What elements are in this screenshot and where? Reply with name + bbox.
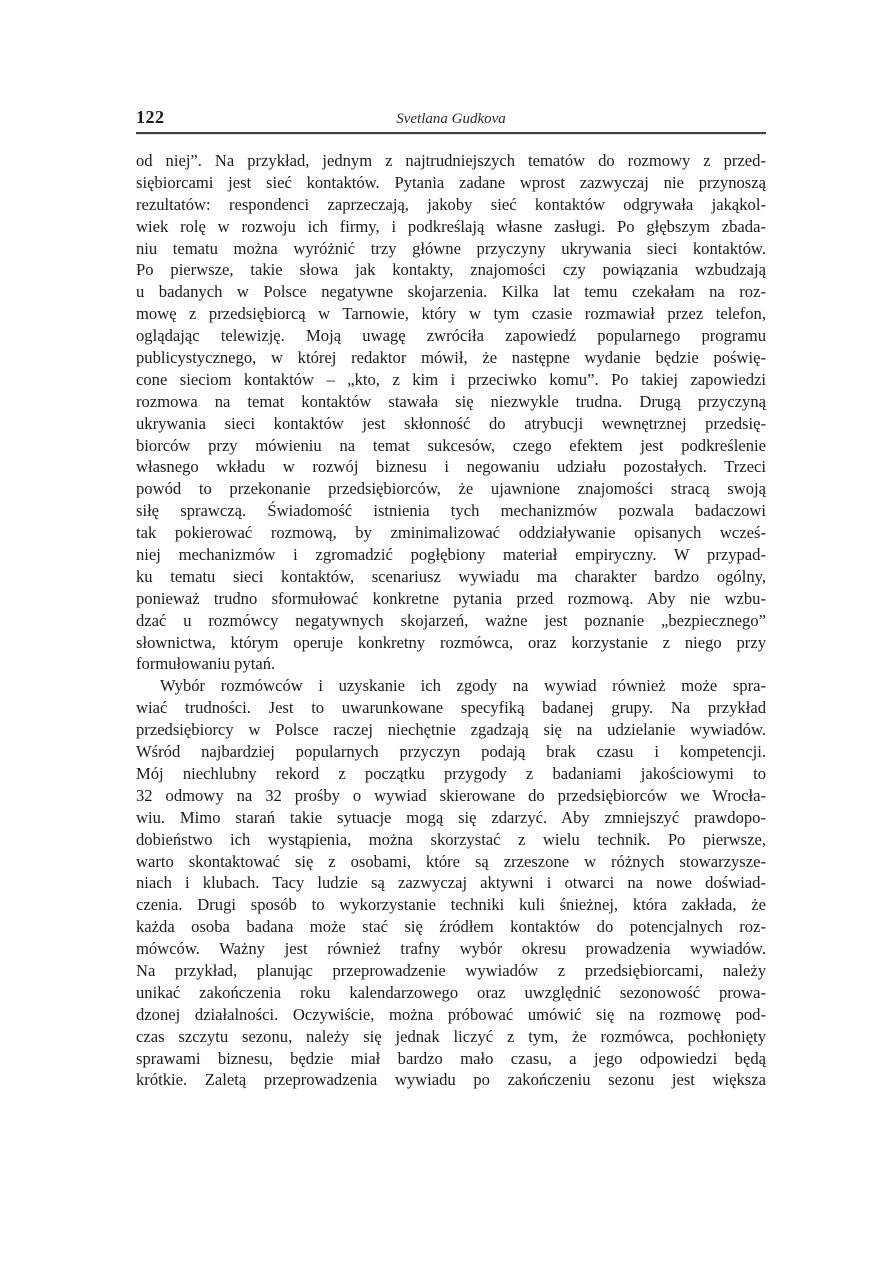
text-line: warto skontaktować się z osobami, które są zrzeszone w różnych stowarzysze- (136, 851, 766, 871)
text-line: formułowaniu pytań. (136, 654, 276, 674)
text-line: każda osoba badana może stać się źródłem kontaktów do potencjalnych roz- (136, 917, 766, 937)
text-block (136, 106, 766, 1091)
paragraph (136, 675, 766, 1091)
text-line: siłę sprawczą. Świadomość istnienia tych mechanizmów pozwala badaczowi (136, 501, 766, 521)
paragraph (136, 150, 766, 675)
text-line: u badanych w Polsce negatywne skojarzenia. Kilka lat temu czekałam na roz- (136, 282, 766, 302)
text-line: publicystycznego, w której redaktor mówił, że następne wydanie będzie poświę- (136, 348, 766, 368)
text-line: unikać zakończenia roku kalendarzowego oraz uwzględnić sezonowość prowa- (136, 982, 766, 1002)
text-line: Mój niechlubny rekord z początku przygody z badaniami jakościowymi to (136, 763, 766, 783)
text-line: oglądając telewizję. Moją uwagę zwróciła zapowiedź popularnego programu (136, 326, 766, 346)
text-line: ponieważ trudno sformułować konkretne pytania przed rozmową. Aby nie wzbu- (136, 588, 766, 608)
text-line: niach i klubach. Tacy ludzie są zazwyczaj aktywni i otwarci na nowe doświad- (136, 873, 766, 893)
text-line: powód to przekonanie przedsiębiorców, że ujawnione znajomości stracą swoją (136, 479, 766, 499)
text-line: słownictwa, którym operuje konkretny rozmówca, oraz korzystanie z niego przy (136, 632, 766, 652)
running-header (136, 106, 766, 134)
text-line: krótkie. Zaletą przeprowadzenia wywiadu po zakończeniu sezonu jest większa (136, 1070, 766, 1090)
text-line: rozmowa na temat kontaktów stawała się niezwykle trudna. Drugą przyczyną (136, 391, 766, 411)
text-line: wiek rolę w rozwoju ich firmy, i podkreślają własne zasługi. Po głębszym zbada- (136, 216, 766, 236)
text-line: mowę z przedsiębiorcą w Tarnowie, który w tym czasie rozmawiał przez telefon, (136, 304, 766, 324)
text-line: rezultatów: respondenci zaprzeczają, jakoby sieć kontaktów odgrywała jakąkol- (136, 194, 766, 214)
page-body (136, 150, 766, 1091)
text-line: siębiorcami jest sieć kontaktów. Pytania zadane wprost zazwyczaj nie przynoszą (136, 172, 766, 192)
text-line: ku tematu sieci kontaktów, scenariusz wywiadu ma charakter bardzo ogólny, (136, 566, 766, 586)
text-line: sprawami biznesu, będzie miał bardzo mało czasu, a jego odpowiedzi będą (136, 1048, 766, 1068)
text-line: czenia. Drugi sposób to wykorzystanie techniki kuli śnieżnej, która zakłada, że (136, 895, 766, 915)
text-line: Na przykład, planując przeprowadzenie wywiadów z przedsiębiorcami, należy (136, 960, 766, 980)
text-line: niej mechanizmów i zgromadzić pogłębiony materiał empiryczny. W przypad- (136, 545, 766, 565)
text-line: Po pierwsze, takie słowa jak kontakty, znajomości czy powiązania wzbudzają (136, 260, 766, 280)
text-line: czas szczytu sezonu, należy się jednak liczyć z tym, że rozmówca, pochłonięty (136, 1026, 766, 1046)
page-number: 122 (136, 107, 165, 127)
running-title: Svetlana Gudkova (396, 111, 506, 127)
text-line: przedsiębiorcy w Polsce raczej niechętnie zgadzają się na udzielanie wywiadów. (136, 720, 766, 740)
text-line: mówców. Ważny jest również trafny wybór okresu prowadzenia wywiadów. (136, 939, 766, 959)
text-line: Wśród najbardziej popularnych przyczyn podają brak czasu i kompetencji. (136, 742, 766, 762)
text-line: biorców przy mówieniu na temat sukcesów, czego efektem jest podkreślenie (136, 435, 766, 455)
text-line: dobieństwo ich wystąpienia, można skorzystać z wielu technik. Po pierwsze, (136, 829, 766, 849)
text-line: dzonej działalności. Oczywiście, można próbować umówić się na rozmowę pod- (136, 1004, 766, 1024)
text-line: Wybór rozmówców i uzyskanie ich zgody na wywiad również może spra- (160, 676, 766, 696)
text-line: cone sieciom kontaktów – „kto, z kim i przeciwko komu”. Po takiej zapowiedzi (136, 369, 766, 389)
text-line: od niej”. Na przykład, jednym z najtrudniejszych tematów do rozmowy z przed- (136, 151, 766, 170)
text-line: własnego wkładu w rozwój biznesu i negowaniu udziału pozostałych. Trzeci (136, 457, 766, 477)
text-line: niu tematu można wyróżnić trzy główne przyczyny ukrywania sieci kontaktów. (136, 238, 766, 258)
text-line: 32 odmowy na 32 prośby o wywiad skierowane do przedsiębiorców we Wrocła- (136, 785, 766, 805)
text-line: tak pokierować rozmową, by zminimalizować oddziaływanie opisanych wcześ- (136, 523, 766, 543)
text-line: dzać u rozmówcy negatywnych skojarzeń, ważne jest poznanie „bezpiecznego” (136, 610, 766, 630)
text-line: ukrywania sieci kontaktów jest skłonność do atrybucji wewnętrznej przedsię- (136, 413, 766, 433)
text-line: wiu. Mimo starań takie sytuacje mogą się zdarzyć. Aby zmniejszyć prawdopo- (136, 807, 766, 827)
text-line: wiać trudności. Jest to uwarunkowane specyfiką badanej grupy. Na przykład (136, 698, 766, 718)
